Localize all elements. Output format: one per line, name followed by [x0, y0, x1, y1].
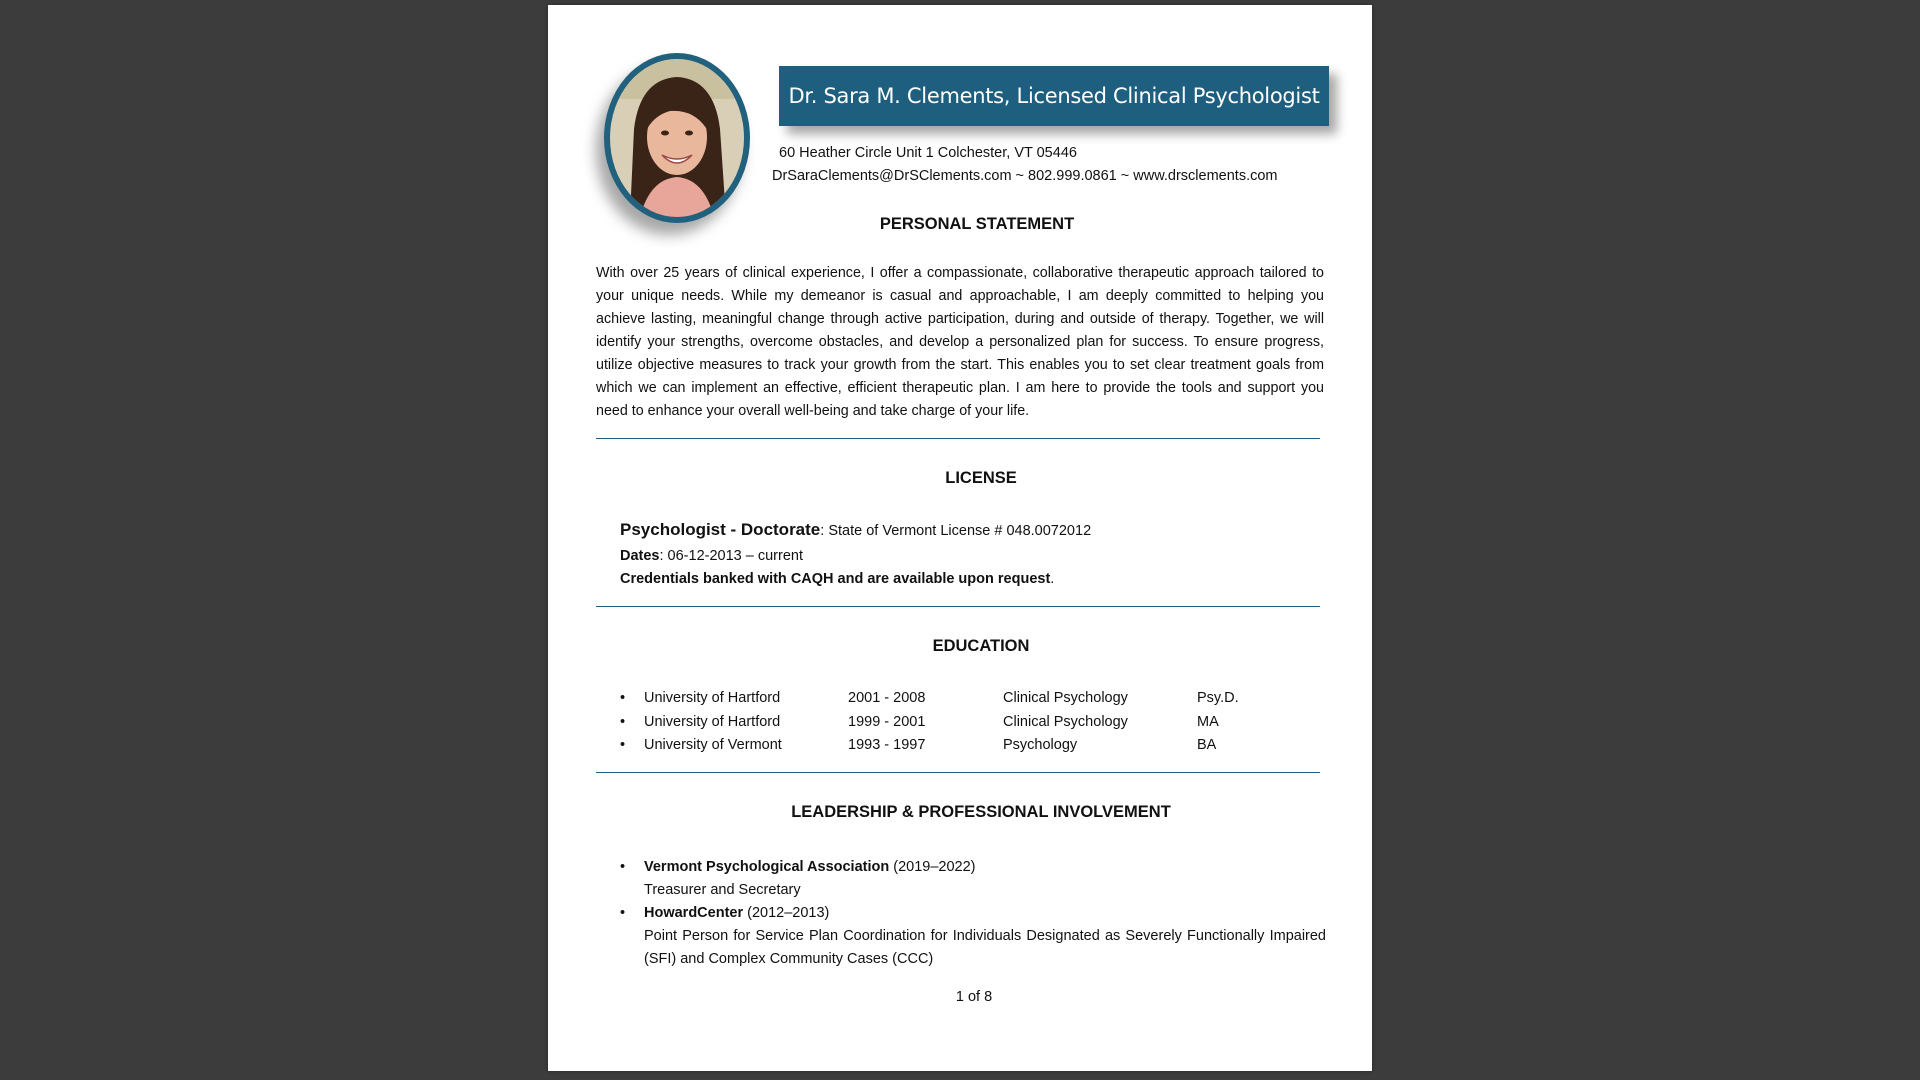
school: University of Hartford	[644, 713, 781, 730]
bullet-icon: •	[620, 713, 626, 730]
license-heading: LICENSE	[945, 469, 1017, 487]
organization-name: HowardCenter	[644, 905, 744, 921]
license-dates-value: : 06-12-2013 – current	[659, 548, 803, 564]
bullet-icon: •	[620, 905, 626, 921]
school: University of Vermont	[644, 737, 782, 753]
license-credentials	[620, 571, 1054, 587]
credentials-period: .	[1050, 571, 1055, 587]
field: Psychology	[1003, 737, 1078, 753]
role-description: Treasurer and Secretary	[644, 882, 801, 898]
leadership-list	[620, 856, 1326, 971]
bullet-icon: •	[620, 737, 626, 753]
organization-years: (2012–2013)	[743, 905, 830, 921]
school: University of Hartford	[644, 690, 781, 706]
years: 1993 - 1997	[848, 737, 926, 753]
education-heading: EDUCATION	[932, 637, 1030, 655]
role-description: Point Person for Service Plan Coordination for Individuals Designated as Severely Functionally Impaired (SFI) and Complex Community Cases (CCC)	[644, 928, 1326, 967]
document-page	[548, 5, 1372, 1071]
page-indicator: 1 of 8	[955, 989, 993, 1005]
name-title-banner: Dr. Sara M. Clements, Licensed Clinical Psychologist	[779, 66, 1329, 126]
leadership-item	[620, 856, 1326, 902]
contact-line: DrSaraClements@DrSClements.com ~ 802.999.0861 ~ www.drsclements.com	[772, 168, 1278, 184]
section-divider	[596, 438, 1320, 439]
license-title-label: Psychologist - Doctorate	[620, 520, 821, 539]
section-divider	[596, 772, 1320, 773]
section-divider	[596, 606, 1320, 607]
personal-statement-text: With over 25 years of clinical experience, I offer a compassionate, collaborative therapeutic approach tailored to your unique needs. While my demeanor is casual and approachable, I am deeply committed to helping you achieve lasting, meaningful change through active participation, during and outside of therapy. Together, we will identify your strengths, overcome obstacles, and develop a personalized plan for success. To ensure progress, utilize objective measures to track your growth from the start. This enables you to set clear treatment goals from which we can implement an effective, efficient therapeutic plan. I am here to provide the tools and support you need to enhance your overall well-being and take charge of your life.	[596, 265, 1324, 419]
degree: BA	[1197, 737, 1217, 753]
field: Clinical Psychology	[1003, 690, 1128, 706]
profile-photo-frame	[604, 53, 750, 223]
personal-statement-heading: PERSONAL STATEMENT	[879, 215, 1075, 233]
organization-name: Vermont Psychological Association	[644, 859, 890, 875]
bullet-icon: •	[620, 690, 626, 706]
license-dates-label: Dates	[620, 548, 660, 564]
years: 1999 - 2001	[848, 713, 926, 730]
leadership-heading: LEADERSHIP & PROFESSIONAL INVOLVEMENT	[791, 803, 1171, 821]
leadership-item	[620, 902, 1326, 971]
degree: MA	[1197, 713, 1219, 730]
license-number: : State of Vermont License # 048.0072012	[820, 523, 1092, 539]
address-line: 60 Heather Circle Unit 1 Colchester, VT 05446	[779, 145, 1077, 161]
field: Clinical Psychology	[1003, 713, 1128, 730]
bullet-icon: •	[620, 859, 626, 875]
degree: Psy.D.	[1197, 690, 1239, 706]
license-title	[620, 520, 1091, 540]
profile-photo	[610, 59, 744, 217]
license-dates	[620, 548, 803, 564]
years: 2001 - 2008	[848, 690, 926, 706]
organization-years: (2019–2022)	[889, 859, 976, 875]
credentials-text: Credentials banked with CAQH and are available upon request	[620, 571, 1051, 587]
